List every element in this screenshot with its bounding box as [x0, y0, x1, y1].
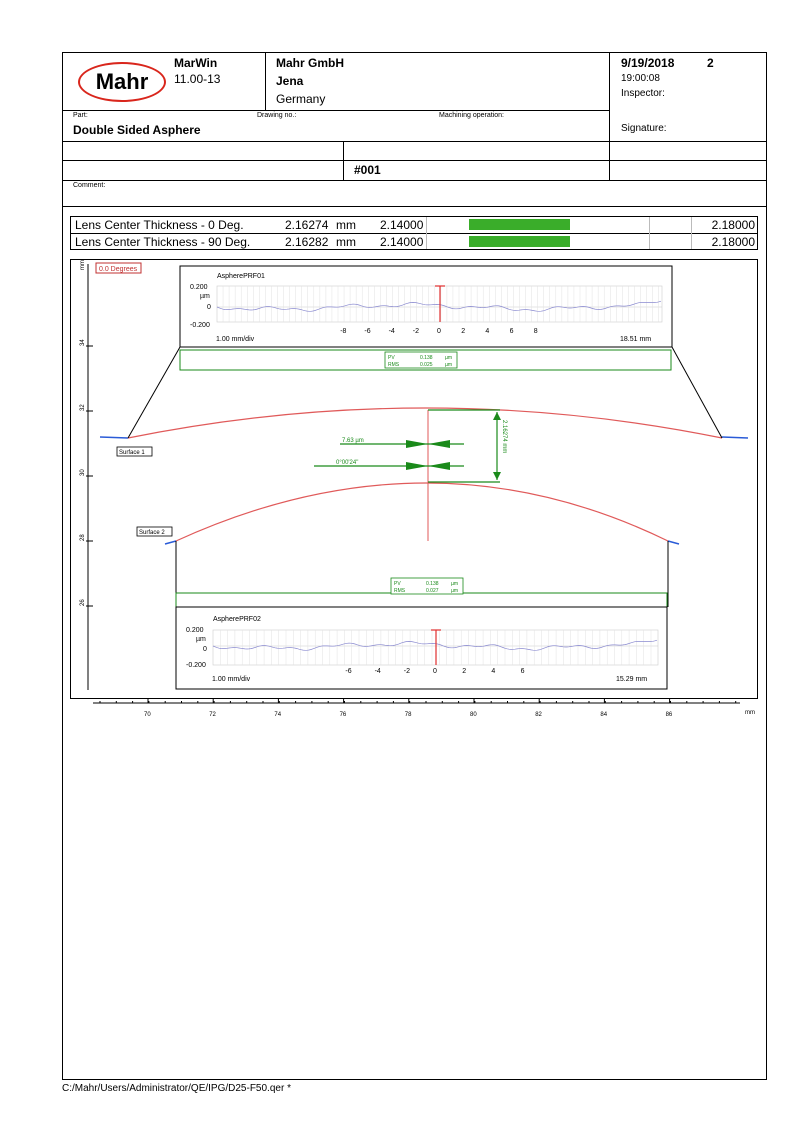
x-tick-label: 6 — [509, 328, 514, 335]
profile1-title: AspherePRF01 — [217, 273, 265, 280]
y-tick-label: 0 — [203, 646, 207, 653]
y-tick-label: -0.200 — [190, 322, 210, 329]
x-tick-label: 80 — [470, 712, 477, 718]
comment-label: Comment: — [73, 182, 106, 189]
upper-tolerance: 2.18000 — [711, 218, 755, 232]
x-tick-label: -4 — [374, 668, 381, 675]
profile2-title: AspherePRF02 — [213, 616, 261, 623]
x-tick-label: 2 — [461, 328, 466, 335]
drawing-label: Drawing no.: — [257, 112, 297, 119]
arrow-icon — [428, 440, 450, 448]
arrow-icon — [493, 472, 501, 480]
x-tick-label: 78 — [404, 712, 412, 718]
x-tick-label: 2 — [462, 668, 467, 675]
measurement-name: Lens Center Thickness - 90 Deg. — [75, 235, 251, 249]
surface1-profile — [128, 408, 722, 438]
x-tick-label: 82 — [535, 712, 542, 718]
report-date: 9/19/2018 — [621, 56, 675, 70]
x-tick-label: -6 — [345, 668, 352, 675]
pv-value: 0.138 — [420, 355, 433, 361]
y-unit-label: mm — [80, 260, 86, 270]
company-name: Mahr GmbH — [276, 56, 345, 70]
legend-label: 0.0 Degrees — [99, 266, 138, 273]
signature-label: Signature: — [621, 123, 667, 134]
x-tick-label: 0 — [433, 668, 437, 675]
profile1-scale: 1.00 mm/div — [216, 336, 255, 343]
surface1-left-end — [100, 437, 128, 438]
x-ticks — [100, 698, 736, 718]
angle-label: 0°00'24" — [336, 460, 359, 466]
rms-value: 0.027 — [426, 588, 439, 594]
profile2-inset — [176, 607, 667, 689]
measurement-value: 2.16282 — [285, 235, 329, 249]
measurement-name: Lens Center Thickness - 0 Deg. — [75, 218, 244, 232]
y-tick-label: 0 — [207, 304, 211, 311]
x-tick-label: 4 — [485, 328, 490, 335]
offset-label: 7.63 µm — [342, 438, 364, 444]
pv-label: PV — [388, 355, 395, 361]
y-tick-label: 26 — [80, 599, 86, 606]
rms-unit: µm — [451, 588, 459, 594]
stats-frame — [176, 593, 667, 607]
pv-label: PV — [394, 581, 401, 587]
lower-tolerance: 2.14000 — [380, 235, 424, 249]
part-label: Part: — [73, 112, 88, 119]
measurement-unit: mm — [336, 218, 356, 232]
arrow-icon — [428, 462, 450, 470]
x-tick-label: 74 — [274, 712, 282, 718]
rms-label: RMS — [388, 362, 400, 368]
company-country: Germany — [276, 92, 326, 106]
x-tick-label: 72 — [209, 712, 216, 718]
file-path: C:/Mahr/Users/Administrator/QE/IPG/D25-F50.qer * — [62, 1083, 291, 1094]
x-tick-label: -6 — [364, 328, 371, 335]
upper-tolerance: 2.18000 — [711, 235, 755, 249]
x-tick-label: 70 — [144, 712, 151, 718]
leader-line — [128, 347, 180, 438]
y-unit-label: µm — [200, 293, 210, 300]
y-tick-label: 34 — [80, 339, 86, 346]
x-tick-label: 84 — [600, 712, 608, 718]
surface2-right-end — [668, 541, 679, 544]
arrow-icon — [406, 440, 428, 448]
x-tick-label: 76 — [339, 712, 347, 718]
profile1-inset — [180, 266, 672, 347]
software-version: 11.00-13 — [174, 72, 221, 86]
x-tick-label: 6 — [520, 668, 525, 675]
measurement-value: 2.16274 — [285, 218, 329, 232]
y-tick-label: 32 — [80, 404, 86, 411]
pv-value: 0.138 — [426, 581, 439, 587]
y-ticks — [80, 339, 93, 606]
thickness-label: 2.16274 mm — [501, 420, 507, 454]
pv-unit: µm — [451, 581, 459, 587]
arrow-icon — [493, 412, 501, 420]
company-city: Jena — [276, 74, 304, 88]
lower-tolerance: 2.14000 — [380, 218, 424, 232]
y-tick-label: -0.200 — [186, 662, 206, 669]
order-value: #001 — [354, 163, 381, 177]
y-tick-label: 28 — [80, 534, 86, 541]
surface2-label: Surface 2 — [139, 530, 165, 536]
mahr-logo: Mahr — [78, 62, 166, 102]
x-tick-label: 8 — [533, 328, 538, 335]
surface1-right-end — [722, 437, 748, 438]
page-number: 2 — [707, 56, 714, 70]
y-tick-label: 0.200 — [190, 284, 208, 291]
rms-unit: µm — [445, 362, 453, 368]
software-name: MarWin — [174, 56, 218, 70]
surface2-left-end — [165, 541, 176, 544]
machining-label: Machining operation: — [439, 112, 504, 119]
y-unit-label: µm — [196, 636, 206, 643]
profile1-length: 18.51 mm — [620, 336, 652, 343]
measurement-unit: mm — [336, 235, 356, 249]
x-tick-label: -2 — [403, 668, 411, 675]
part-value: Double Sided Asphere — [73, 123, 201, 137]
x-tick-label: 0 — [437, 328, 441, 335]
surface1-label: Surface 1 — [119, 450, 145, 456]
leader-line — [672, 347, 722, 438]
report-time: 19:00:08 — [621, 73, 660, 84]
y-tick-label: 30 — [80, 469, 86, 476]
x-tick-label: 4 — [491, 668, 496, 675]
profile2-scale: 1.00 mm/div — [212, 676, 251, 683]
x-tick-label: 86 — [665, 712, 673, 718]
surface2-profile — [176, 483, 668, 541]
profile2-length: 15.29 mm — [616, 676, 648, 683]
x-tick-label: -8 — [340, 328, 347, 335]
x-tick-label: -4 — [388, 328, 395, 335]
y-tick-label: 0.200 — [186, 627, 204, 634]
arrow-icon — [406, 462, 428, 470]
x-tick-label: -2 — [412, 328, 420, 335]
inspector-label: Inspector: — [621, 88, 665, 99]
rms-value: 0.025 — [420, 362, 433, 368]
pv-unit: µm — [445, 355, 453, 361]
rms-label: RMS — [394, 588, 406, 594]
x-unit-label: mm — [745, 710, 755, 716]
